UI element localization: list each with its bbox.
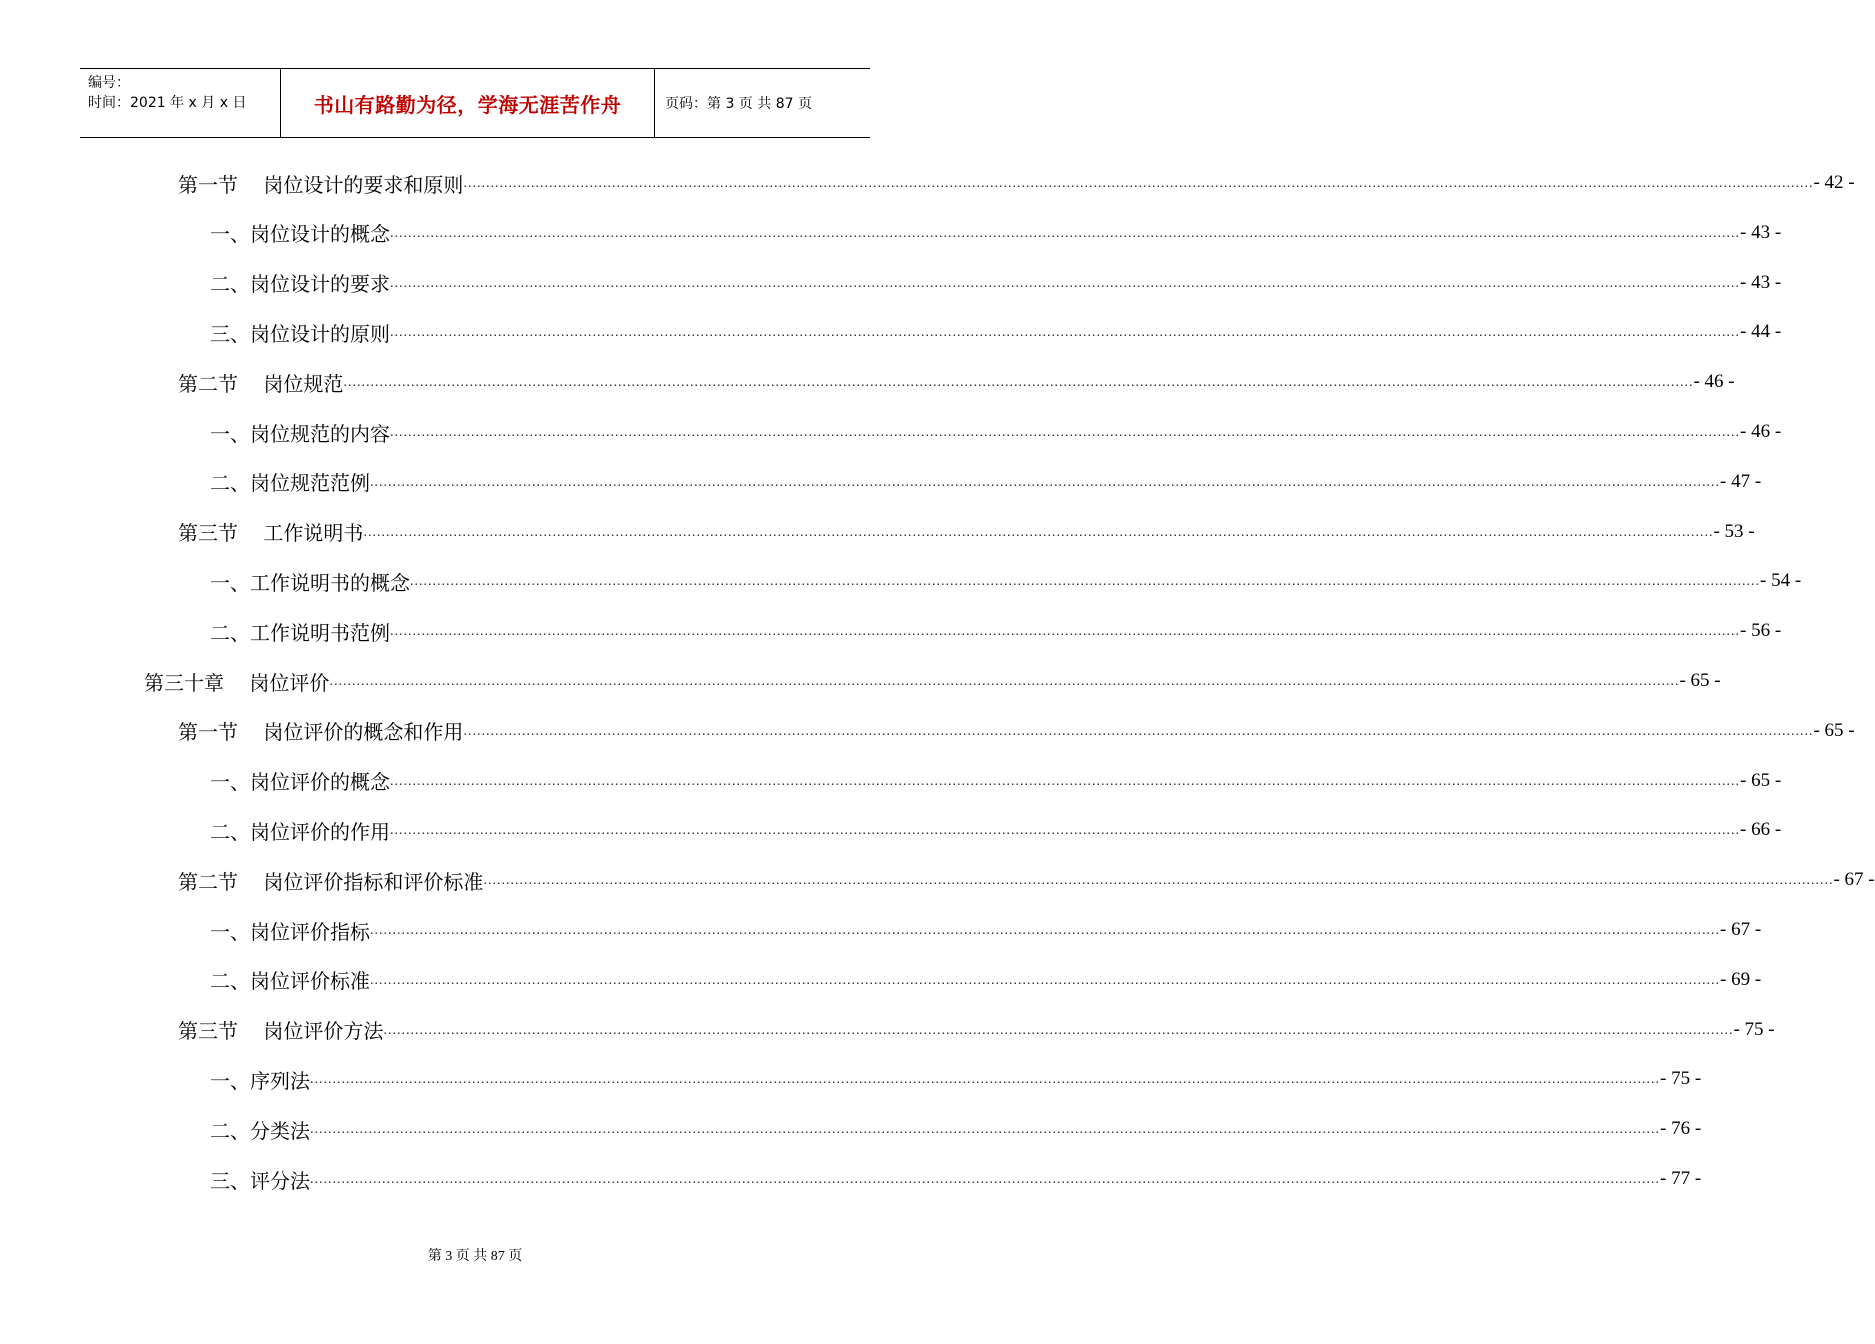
toc-entry[interactable] xyxy=(210,606,1782,656)
toc-leader-dots: ............................................................................................................................................................................................................................................................................................................ xyxy=(410,574,1760,590)
toc-entry-page: - 44 - xyxy=(1740,321,1782,343)
toc-entry[interactable] xyxy=(210,756,1782,806)
toc-entry[interactable] xyxy=(210,955,1762,1005)
toc-entry-page: - 54 - xyxy=(1760,570,1802,592)
toc-entry-title: 第三节 岗位评价方法 xyxy=(178,1019,384,1044)
toc-entry-title: 第一节 岗位评价的概念和作用 xyxy=(178,720,464,745)
toc-entry-title: 第一节 岗位设计的要求和原则 xyxy=(178,172,464,197)
toc-entry-title: 二、岗位评价的作用 xyxy=(210,819,390,844)
toc-entry[interactable] xyxy=(210,556,1802,606)
header-motto: 书山有路勤为径，学海无涯苦作舟 xyxy=(281,69,655,137)
toc-entry-title: 三、评分法 xyxy=(210,1168,310,1193)
toc-entry[interactable] xyxy=(210,805,1782,855)
toc-entry-title: 二、分类法 xyxy=(210,1118,310,1143)
toc-entry[interactable] xyxy=(178,357,1735,407)
toc-entry[interactable] xyxy=(178,706,1855,756)
toc-leader-dots: ............................................................................................................................................................................................................................................................................................................ xyxy=(310,1172,1660,1187)
toc-leader-dots: ............................................................................................................................................................................................................................................................................................................ xyxy=(363,524,1714,540)
toc-entry-title: 三、岗位设计的原则 xyxy=(210,321,390,346)
toc-entry[interactable] xyxy=(178,1005,1775,1055)
toc-entry-page: - 46 - xyxy=(1740,421,1782,442)
toc-entry-page: - 43 - xyxy=(1740,221,1782,243)
toc-entry[interactable] xyxy=(144,656,1721,706)
toc-leader-dots: ............................................................................................................................................................................................................................................................................................................ xyxy=(310,1072,1660,1088)
toc-entry-title: 一、岗位规范的内容 xyxy=(210,421,390,446)
time-label: 时间：2021 年 x 月 x 日 xyxy=(88,95,247,111)
toc-leader-dots: ............................................................................................................................................................................................................................................................................................................ xyxy=(310,1122,1660,1138)
page-footer: 第 3 页 共 87 页 xyxy=(427,1249,523,1264)
toc-entry-page: - 53 - xyxy=(1713,520,1755,542)
toc-entry[interactable] xyxy=(210,457,1762,507)
toc-entry-page: - 67 - xyxy=(1720,919,1762,940)
toc-leader-dots: ............................................................................................................................................................................................................................................................................................................ xyxy=(390,823,1740,839)
toc-entry[interactable] xyxy=(210,407,1782,457)
toc-leader-dots: ............................................................................................................................................................................................................................................................................................................ xyxy=(483,873,1834,889)
toc-entry-title: 一、序列法 xyxy=(210,1068,310,1093)
toc-leader-dots: ............................................................................................................................................................................................................................................................................................................ xyxy=(370,923,1720,938)
number-label: 编号： xyxy=(88,75,130,91)
toc-entry[interactable] xyxy=(210,1104,1702,1154)
toc-entry[interactable] xyxy=(210,905,1762,955)
toc-entry-title: 一、岗位设计的概念 xyxy=(210,222,390,247)
toc-entry-page: - 46 - xyxy=(1693,371,1735,393)
toc-entry[interactable] xyxy=(210,258,1782,308)
toc-leader-dots: ............................................................................................................................................................................................................................................................................................................ xyxy=(390,225,1740,241)
toc-entry-title: 一、岗位评价的概念 xyxy=(210,770,390,795)
toc-entry-title: 第三节 工作说明书 xyxy=(178,521,364,546)
toc-entry-title: 一、工作说明书的概念 xyxy=(210,570,410,595)
toc-entry-title: 二、岗位规范范例 xyxy=(210,471,370,496)
toc-entry[interactable] xyxy=(210,1154,1702,1204)
toc-leader-dots: ............................................................................................................................................................................................................................................................................................................ xyxy=(390,425,1740,440)
toc-entry-title: 二、工作说明书范例 xyxy=(210,620,390,645)
toc-entry-title: 第二节 岗位评价指标和评价标准 xyxy=(178,869,484,894)
toc-leader-dots: ............................................................................................................................................................................................................................................................................................................ xyxy=(329,674,1680,689)
toc-leader-dots: ............................................................................................................................................................................................................................................................................................................ xyxy=(343,375,1694,391)
toc-entry-page: - 66 - xyxy=(1740,819,1782,841)
toc-entry-page: - 77 - xyxy=(1660,1168,1702,1189)
toc-leader-dots: ............................................................................................................................................................................................................................................................................................................ xyxy=(383,1022,1734,1038)
toc-entry-page: - 56 - xyxy=(1740,620,1782,642)
toc-leader-dots: ............................................................................................................................................................................................................................................................................................................ xyxy=(390,773,1740,789)
toc-entry-title: 一、岗位评价指标 xyxy=(210,919,370,944)
toc-entry-page: - 42 - xyxy=(1813,172,1855,193)
toc-entry-page: - 75 - xyxy=(1660,1068,1702,1090)
toc-entry[interactable] xyxy=(178,855,1875,905)
header-meta xyxy=(80,69,281,137)
toc-entry-page: - 65 - xyxy=(1813,719,1855,741)
toc-entry-page: - 65 - xyxy=(1740,769,1782,791)
toc-entry-page: - 69 - xyxy=(1720,968,1762,990)
toc-leader-dots: ............................................................................................................................................................................................................................................................................................................ xyxy=(463,723,1814,739)
toc-leader-dots: ............................................................................................................................................................................................................................................................................................................ xyxy=(390,624,1740,640)
toc-entry-page: - 67 - xyxy=(1833,869,1875,891)
toc-entry-page: - 75 - xyxy=(1733,1018,1775,1040)
toc-entry[interactable] xyxy=(210,208,1782,258)
toc-entry-title: 二、岗位评价标准 xyxy=(210,969,370,994)
page-header xyxy=(80,68,870,138)
toc-entry-page: - 47 - xyxy=(1720,470,1762,492)
header-page-info: 页码：第 3 页 共 87 页 xyxy=(665,96,812,112)
toc-leader-dots: ............................................................................................................................................................................................................................................................................................................ xyxy=(390,275,1740,291)
toc-entry-page: - 65 - xyxy=(1679,670,1721,691)
toc-entry-title: 第二节 岗位规范 xyxy=(178,371,344,396)
toc-entry-page: - 43 - xyxy=(1740,271,1782,293)
toc-leader-dots: ............................................................................................................................................................................................................................................................................................................ xyxy=(463,176,1814,191)
toc-entry[interactable] xyxy=(178,158,1855,208)
toc-entry-title: 第三十章 岗位评价 xyxy=(144,670,330,695)
toc-entry-page: - 76 - xyxy=(1660,1118,1702,1140)
toc-entry[interactable] xyxy=(178,507,1755,557)
toc-leader-dots: ............................................................................................................................................................................................................................................................................................................ xyxy=(370,972,1720,988)
toc-entry[interactable] xyxy=(210,307,1782,357)
toc-leader-dots: ............................................................................................................................................................................................................................................................................................................ xyxy=(370,474,1720,490)
toc-leader-dots: ............................................................................................................................................................................................................................................................................................................ xyxy=(390,325,1740,341)
toc-entry[interactable] xyxy=(210,1054,1702,1104)
toc-entry-title: 二、岗位设计的要求 xyxy=(210,272,390,297)
